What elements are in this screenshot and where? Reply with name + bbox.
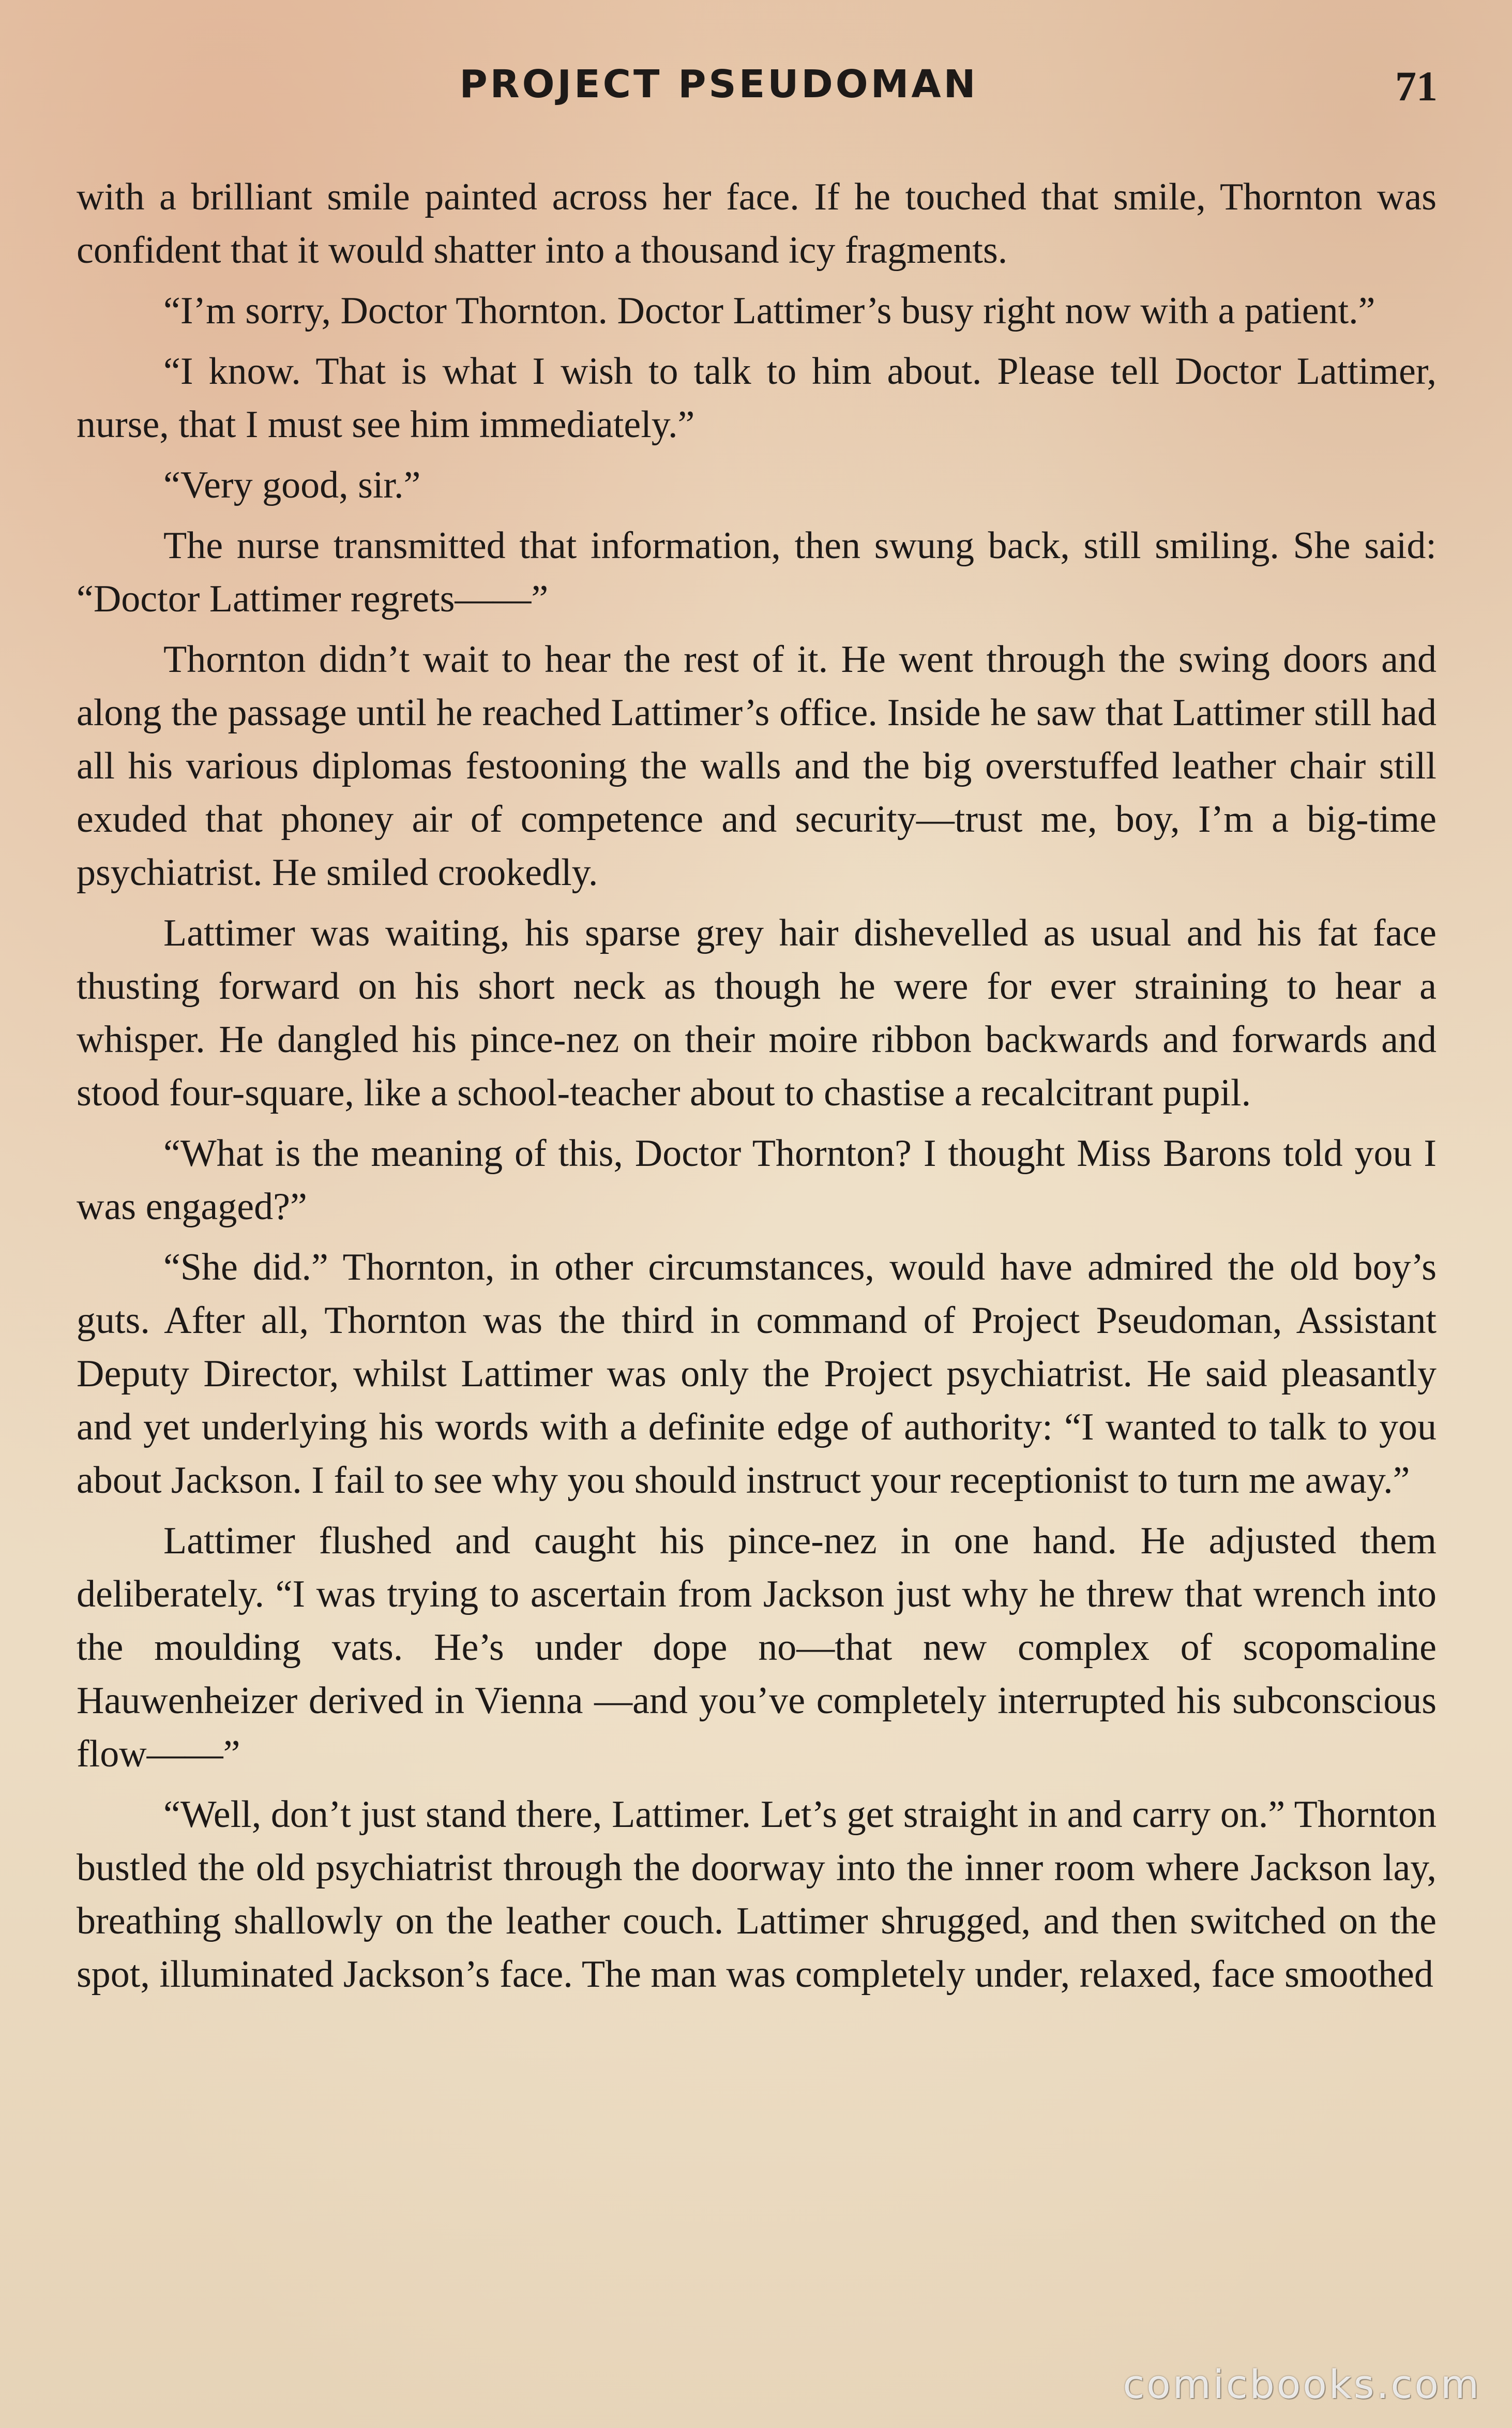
paragraph: Thornton didn’t wait to hear the rest of it. He went through the swing doors and along the passage until he reached Lattimer’s office. Inside he saw that Lattimer still had all his various diplomas festooning the walls and the big overstuffed leather chair still exuded that phoney air of competence and security—trust me, boy, I’m a big-time psychiatrist. He smiled crookedly.	[77, 638, 1437, 894]
paragraph: The nurse transmitted that information, then swung back, still smiling. She said: “Doctor Lattimer regrets——”	[77, 524, 1437, 620]
paragraph: “Very good, sir.”	[163, 464, 421, 506]
running-head: PROJECT PSEUDOMAN	[459, 62, 978, 107]
paragraph: “Well, don’t just stand there, Lattimer. Let’s get straight in and carry on.” Thornton bustled the old psychiatrist through the doorway into the inner room where Jackson lay, breathing shallowly on the leather couch. Lattimer shrugged, and then switched on the spot, illuminated Jackson’s face. The man was completely under, relaxed, face smoothed	[77, 1793, 1437, 1996]
paragraph: “What is the meaning of this, Doctor Thornton? I thought Miss Barons told you I was engaged?”	[77, 1132, 1437, 1228]
paragraph: “She did.” Thornton, in other circumstances, would have admired the old boy’s guts. After all, Thornton was the third in command of Project Pseudoman, Assistant Deputy Director, whilst Lattimer was only the Project psychiatrist. He said pleasantly and yet underlying his words with a definite edge of authority: “I wanted to talk to you about Jackson. I fail to see why you should instruct your receptionist to turn me away.”	[77, 1246, 1437, 1502]
paragraph: Lattimer flushed and caught his pince-nez in one hand. He adjusted them deliberately. “I was trying to ascertain from Jackson just why he threw that wrench into the moulding vats. He’s under dope no—that new complex of scopomaline Hauwenheizer derived in Vienna —and you’ve completely interrupted his subconscious flow——”	[77, 1520, 1437, 1775]
paragraph: with a brilliant smile painted across her face. If he touched that smile, Thornton was confident that it would shatter into a thousand icy fragments.	[77, 176, 1437, 272]
page-header	[78, 62, 1438, 119]
paragraph: Lattimer was waiting, his sparse grey hair dishevelled as usual and his fat face thusting forward on his short neck as though he were for ever straining to hear a whisper. He dangled his pince-nez on their moire ribbon backwards and forwards and stood four-square, like a school-teacher about to chastise a recalcitrant pupil.	[77, 912, 1437, 1114]
paragraph: “I’m sorry, Doctor Thornton. Doctor Lattimer’s busy right now with a patient.”	[163, 290, 1375, 332]
paragraph: “I know. That is what I wish to talk to him about. Please tell Doctor Lattimer, nurse, that I must see him immediately.”	[77, 350, 1437, 446]
page-number: 71	[1395, 63, 1438, 110]
body-text	[77, 171, 1437, 2009]
watermark: comicbooks.com	[1123, 2361, 1481, 2407]
